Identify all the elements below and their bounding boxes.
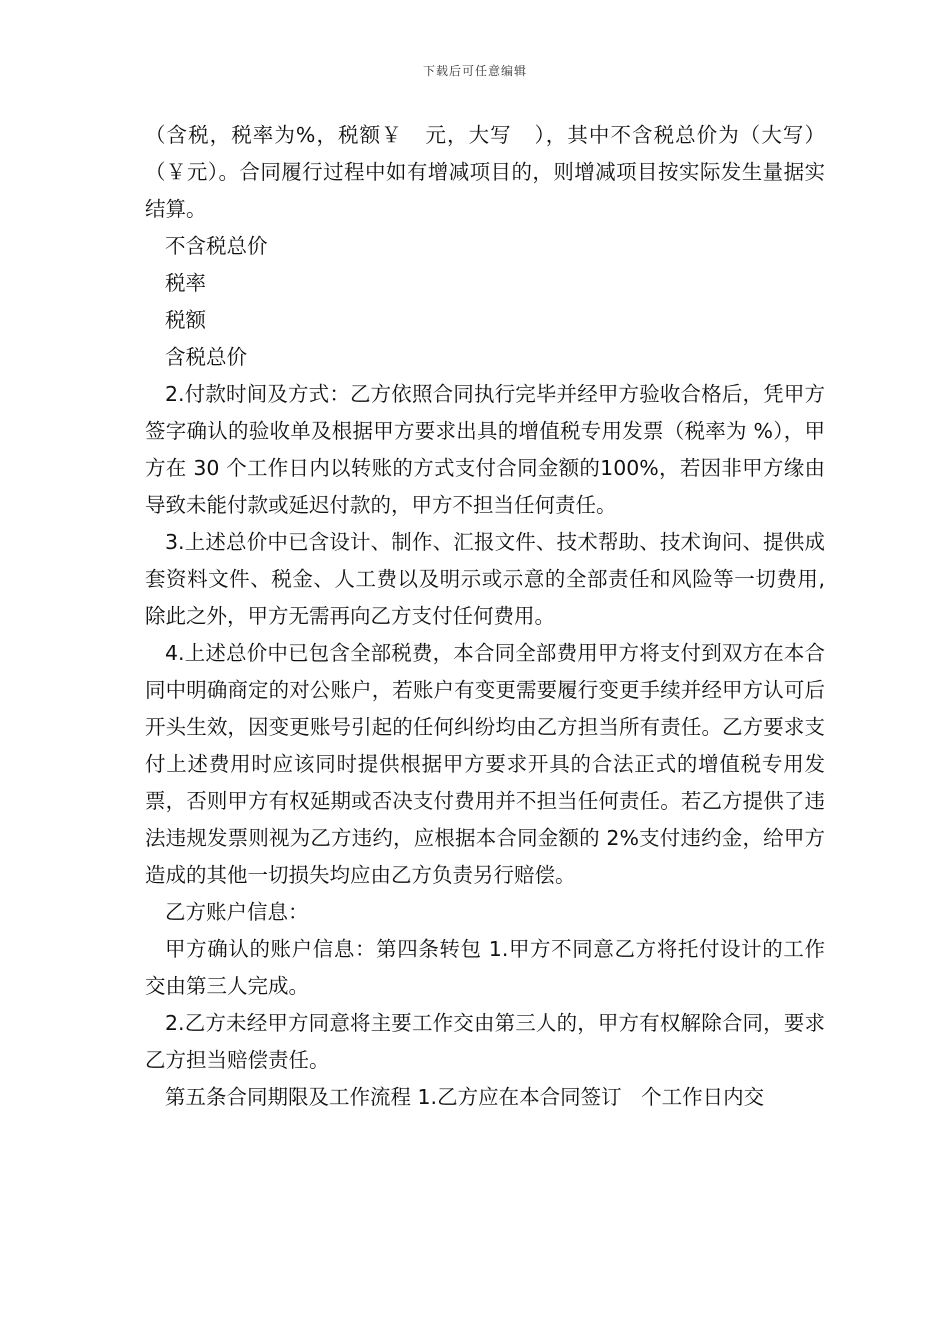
paragraph-account-and-invoice: 4.上述总价中已包含全部税费，本合同全部费用甲方将支付到双方在本合同中明确商定的对公账户，若账户有变更需要履行变更手续并经甲方认可后开头生效，因变更账号引起的任何纠纷均由乙方担当所有责任。乙方要求支付上述费用时应该同时提供根据甲方要求开具的合法正式的增值税专用发票，否则甲方有权延期或否决支付费用并不担当任何责任。若乙方提供了违法违规发票则视为乙方违约，应根据本合同金额的 2%支付违约金，给甲方造成的其他一切损失均应由乙方负责另行赔偿。	[145, 641, 825, 887]
paragraph-subcontract-2: 2.乙方未经甲方同意将主要工作交由第三人的，甲方有权解除合同，要求乙方担当赔偿责任。	[145, 1011, 825, 1072]
paragraph-label-pretax-total: 不含税总价	[165, 234, 268, 258]
paragraph-party-b-account-info: 乙方账户信息：	[165, 900, 309, 924]
paragraph-term-and-workflow: 第五条合同期限及工作流程 1.乙方应在本合同签订 个工作日内交	[165, 1085, 765, 1109]
page-header: 下载后可任意编辑	[422, 64, 527, 78]
paragraph-label-tax-rate: 税率	[165, 271, 206, 295]
paragraph-label-tax-amount: 税额	[165, 308, 206, 332]
document-body	[145, 117, 845, 1116]
paragraph-total-includes: 3.上述总价中已含设计、制作、汇报文件、技术帮助、技术询问、提供成套资料文件、税金、人工费以及明示或示意的全部责任和风险等一切费用,除此之外，甲方无需再向乙方支付任何费用。	[145, 530, 825, 628]
paragraph-tax-summary: （含税，税率为%，税额￥ 元，大写 ），其中不含税总价为（大写） （￥元）。合同履行过程中如有增减项目的，则增减项目按实际发生量据实结算。	[145, 123, 845, 221]
paragraph-label-taxed-total: 含税总价	[165, 345, 247, 369]
paragraph-payment-terms: 2.付款时间及方式：乙方依照合同执行完毕并经甲方验收合格后，凭甲方签字确认的验收单及根据甲方要求出具的增值税专用发票（税率为 %），甲方在 30 个工作日内以转账的方式支付合同金额的100%，若因非甲方缘由导致未能付款或延迟付款的，甲方不担当任何责任。	[145, 382, 825, 517]
paragraph-subcontract-1: 甲方确认的账户信息：第四条转包 1.甲方不同意乙方将托付设计的工作交由第三人完成。	[145, 937, 825, 998]
